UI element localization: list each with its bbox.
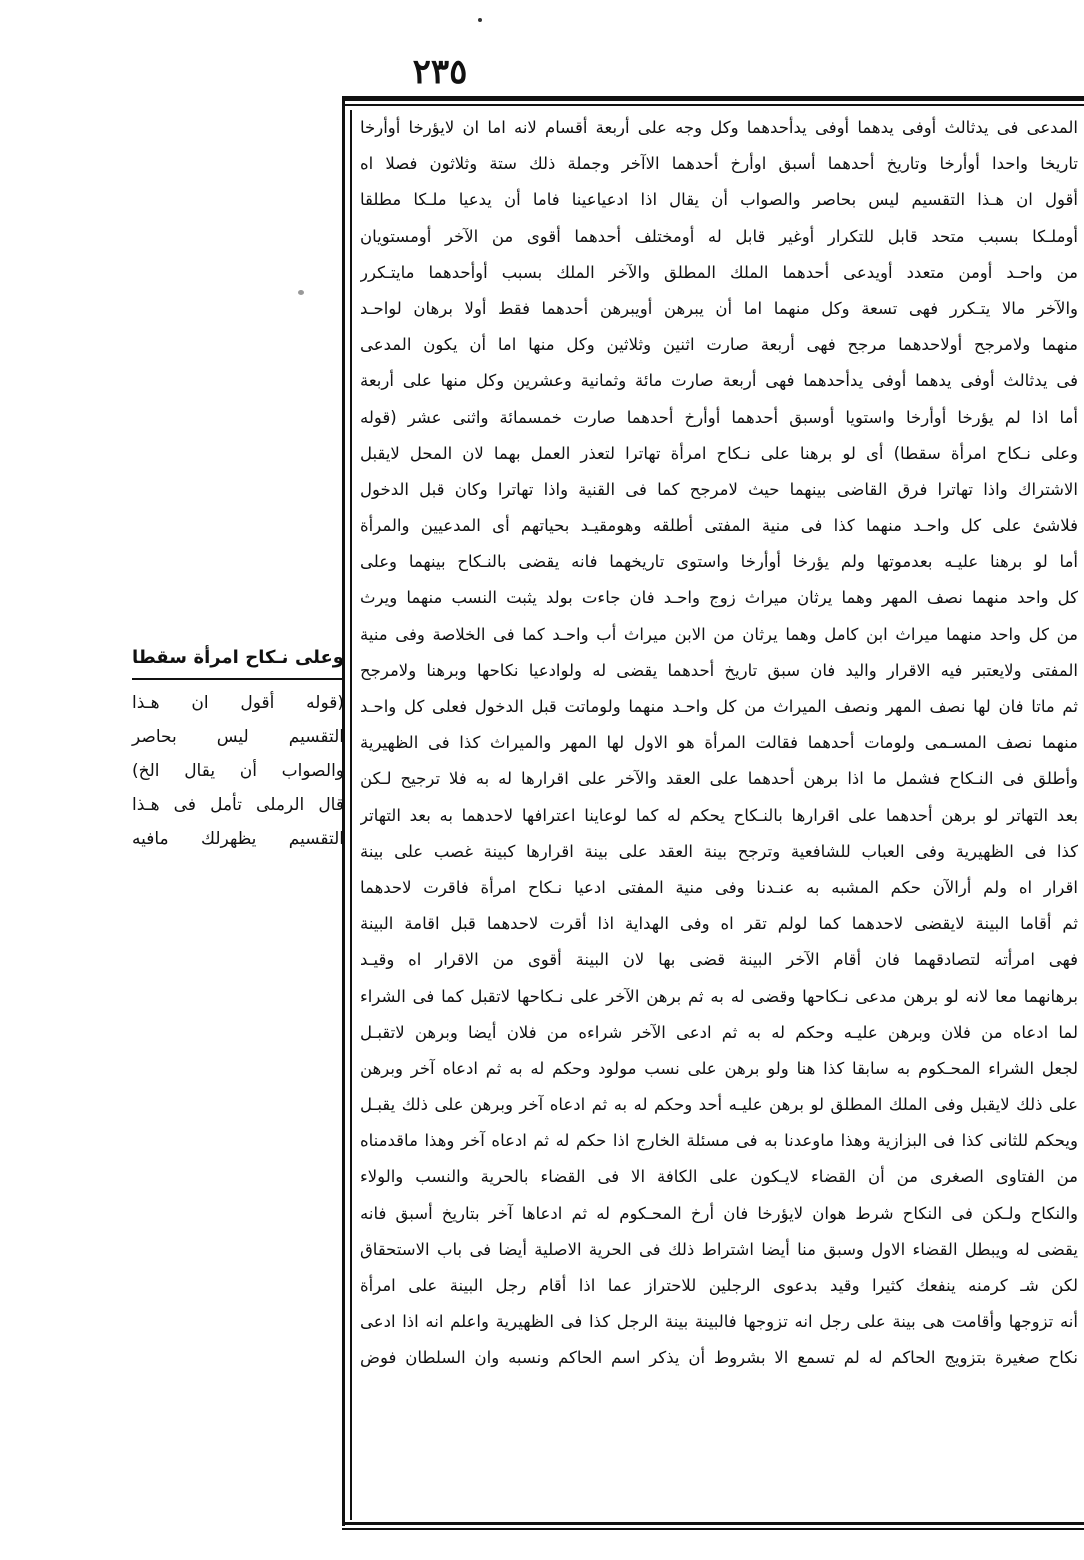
margin-note-line: التقسيم يظهرلك مافيه xyxy=(132,829,344,849)
text-line: بعد التهاتر لو برهن أحدهما على اقرارها بالنـكاح يحكم له كما لوعاينا اعترافها لاحدهما به بعد التهاتر xyxy=(360,805,1078,825)
text-line: فلاشئ على كل واحـد منهما كذا فى منية المفتى أطلقه وهومقيـد بحياتهم أى المدعيين والمرأة xyxy=(360,516,1078,536)
text-line: فى يدثالث أوفى يدهما أوفى يدأحدهما فهى أربعة صارت مائة وثمانية وعشرين وكل منها على أربعة xyxy=(360,371,1078,391)
text-line: على ذلك لايقبل وفى الملك المطلق لو برهن عليـه أحد وحكم له به ثم ادعاه آخر وبرهن على ذلك يقبـل xyxy=(360,1095,1078,1115)
page-number: ٢٣٥ xyxy=(412,52,468,92)
text-line: والآخر مالا يتـكرر فهى تسعة وكل منهما اما أن يبرهن أويبرهن أحدهما فقط أولا برهان لواحـد xyxy=(360,298,1078,318)
text-line: أقول ان هـذا التقسيم ليس بحاصر والصواب أن يقال اذا ادعياعينا فاما أن يدعيا ملـكا مطلقا xyxy=(360,190,1078,210)
frame-rule-bottom-inner xyxy=(342,1528,1084,1530)
margin-note-header: وعلى نـكاح امرأة سقطا xyxy=(132,640,344,680)
text-line: يقضى له ويبطل القضاء الاول وسبق منا أيضا اشتراط ذلك فى الحرية الاصلية أيضا فى باب الاستحقاق xyxy=(360,1239,1078,1259)
text-line: من كل واحد منهما ميراث ابن كامل وهما يرثان من الابن ميراث أب واحـد كما فى الخلاصة وفى منية xyxy=(360,624,1078,644)
margin-note xyxy=(132,640,344,856)
text-line: تاريخا واحدا أوأرخا وتاريخ أحدهما أسبق اوأرخ أحدهما الاآخر وجملة ذلك ستة وثلاثون فصلا اه xyxy=(360,154,1078,174)
text-line: منهما نصف المسـمى ولومات أحدهما فقالت المرأة هو الاول لها المهر والميراث كذا فى الظهيرية xyxy=(360,733,1078,753)
margin-note-line: والصواب أن يقال الخ) xyxy=(132,761,344,781)
ink-speck xyxy=(478,18,482,22)
text-line: نكاح صغيرة بتزويج الحاكم له لم تسمع الا بشروط أن يذكر اسم الحاكم ونسبه وان السلطان فوض xyxy=(360,1348,1078,1368)
text-line: والنكاح ولـكن فى النكاح شرط هوان لايؤرخا فان أرخ المحـكوم له ثم ادعاها آخر بتاريخ أسبق فانه xyxy=(360,1203,1078,1223)
text-line: لكن شـ كرمنه ينفعك كثيرا وقيد بدعوى الرجلين للاحتراز عما اذا أقام رجل البينة على امرأة xyxy=(360,1276,1078,1295)
margin-note-line: قال الرملى تأمل فى هـذا xyxy=(132,795,344,815)
frame-rule-top xyxy=(342,96,1084,101)
margin-note-line: (قوله أقول ان هـذا xyxy=(132,693,344,713)
margin-note-line: التقسيم ليس بحاصر xyxy=(132,727,344,747)
main-text-block xyxy=(360,110,1078,1520)
text-line: كذا فى الظهيرية وفى العباب للشافعية وترجح بينة العقد على بينة اقرارها كبينة غصب على بينة xyxy=(360,841,1078,861)
ink-speck xyxy=(298,290,304,295)
text-line: فهى امرأته لتصادقهما فان أقام الآخر البينة قضى بها لان البينة أقوى من الاقرار اه وقيـد xyxy=(360,950,1078,970)
text-line: أنه تزوجها وأقامت هى بينة على رجل انه تزوجها فالبينة بينة الرجل كذا فى الظهيرية واعلم انه اذا ادعى xyxy=(360,1312,1078,1332)
text-line: المفتى ولايعتبر فيه الاقرار واليد فان سبق تاريخ أحدهما يقضى له ولوادعيا نكاحها وبرهنا ولامرجح xyxy=(360,660,1078,680)
text-line: برهانهما معا لانه لو برهن مدعى نـكاحها وقضى له به ثم برهن الآخر على نـكاحها لاتقبل كما فى الشراء xyxy=(360,986,1078,1006)
frame-rule-bottom xyxy=(342,1522,1084,1525)
text-line: المدعى فى يدثالث أوفى يدهما أوفى يدأحدهما وكل وجه على أربعة أقسام لانه اما ان لايؤرخا أوأرخا xyxy=(360,118,1078,137)
text-line: وعلى نـكاح امرأة سقطا) أى لو برهنا على نـكاح امرأة تهاترا لتعذر العمل بهما لان المحل لايقبل xyxy=(360,443,1078,463)
text-line: أما لو برهنا عليـه بعدموتها ولم يؤرخا أوأرخا واستوى تاريخهما فانه يقضى بالنـكاح بينهما وعلى xyxy=(360,552,1078,572)
text-line: ثم أقاما البينة لايقضى لاحدهما كما لولم تقر اه وفى الهداية اذا أقرت لاحدهما قبل اقامة البينة xyxy=(360,914,1078,934)
text-line: وأطلق فى النـكاح فشمل ما اذا برهن أحدهما على العقد والآخر على اقرارها له به فلا ترجيح لـكن xyxy=(360,769,1078,789)
text-line: اقرار اه ولم أرالآن حكم المشبه به عنـدنا وفى منية المفتى ادعيا نـكاح امرأة فاقرت لاحدهما xyxy=(360,877,1078,897)
text-line: ويحكم للثانى كذا فى البزازية وهذا ماوعدنا به فى مسئلة الخارج اذا حكم له ثم ادعاه آخر وهذا ماقدمناه xyxy=(360,1131,1078,1151)
text-line: الاشتراك واذا تهاترا فرق القاضى بينهما حيث لامرجح كما فى القنية واذا تهاترا وكان قبل الدخول xyxy=(360,479,1078,499)
text-line: ثم ماتا فان لها نصف المهر ونصف الميراث من كل واحـد منهما ولوماتت قبل الدخول فعلى كل واحـد xyxy=(360,697,1078,716)
text-line: منهما ولامرجح أولاحدهما مرجح فهى أربعة صارت اثنين وثلاثين وكل منها اما أن يكون المدعى xyxy=(360,335,1078,355)
text-line: من واحـد أومن متعدد أويدعى أحدهما الملك المطلق والآخر الملك بسبب أوأحدهما مايتـكرر xyxy=(360,262,1078,282)
text-line: أوملـكا بسبب متحد قابل للتكرار أوغير قابل له أومختلف أحدهما أقوى من الآخر أومستويان xyxy=(360,226,1078,246)
frame-rule-left-inner xyxy=(350,110,352,1520)
frame-rule-top-inner xyxy=(342,104,1084,106)
text-line: أما اذا لم يؤرخا أوأرخا واستويا أوسبق أحدهما أوأرخ أحدهما صارت خمسمائة واثنى عشر (قوله xyxy=(360,407,1078,427)
margin-note-lines xyxy=(132,686,344,856)
text-line: لما ادعاه من فلان وبرهن عليـه وحكم له به ثم ادعى الآخر شراءه من فلان أيضا وبرهن لاتقبـل xyxy=(360,1022,1078,1042)
text-line: لجعل الشراء المحـكوم به سابقا كذا هنا ولو برهن على نسب مولود وحكم له به ثم ادعاه آخر وبرهن xyxy=(360,1058,1078,1078)
text-line: كل واحد منهما نصف المهر وهما يرثان ميراث زوج واحـد فان جاءت بولد يثبت النسب منهما ويرث xyxy=(360,588,1078,608)
text-line: من الفتاوى الصغرى من أن القضاء لايـكون على الكافة الا فى القضاء بالحرية والنسب والولاء xyxy=(360,1167,1078,1187)
